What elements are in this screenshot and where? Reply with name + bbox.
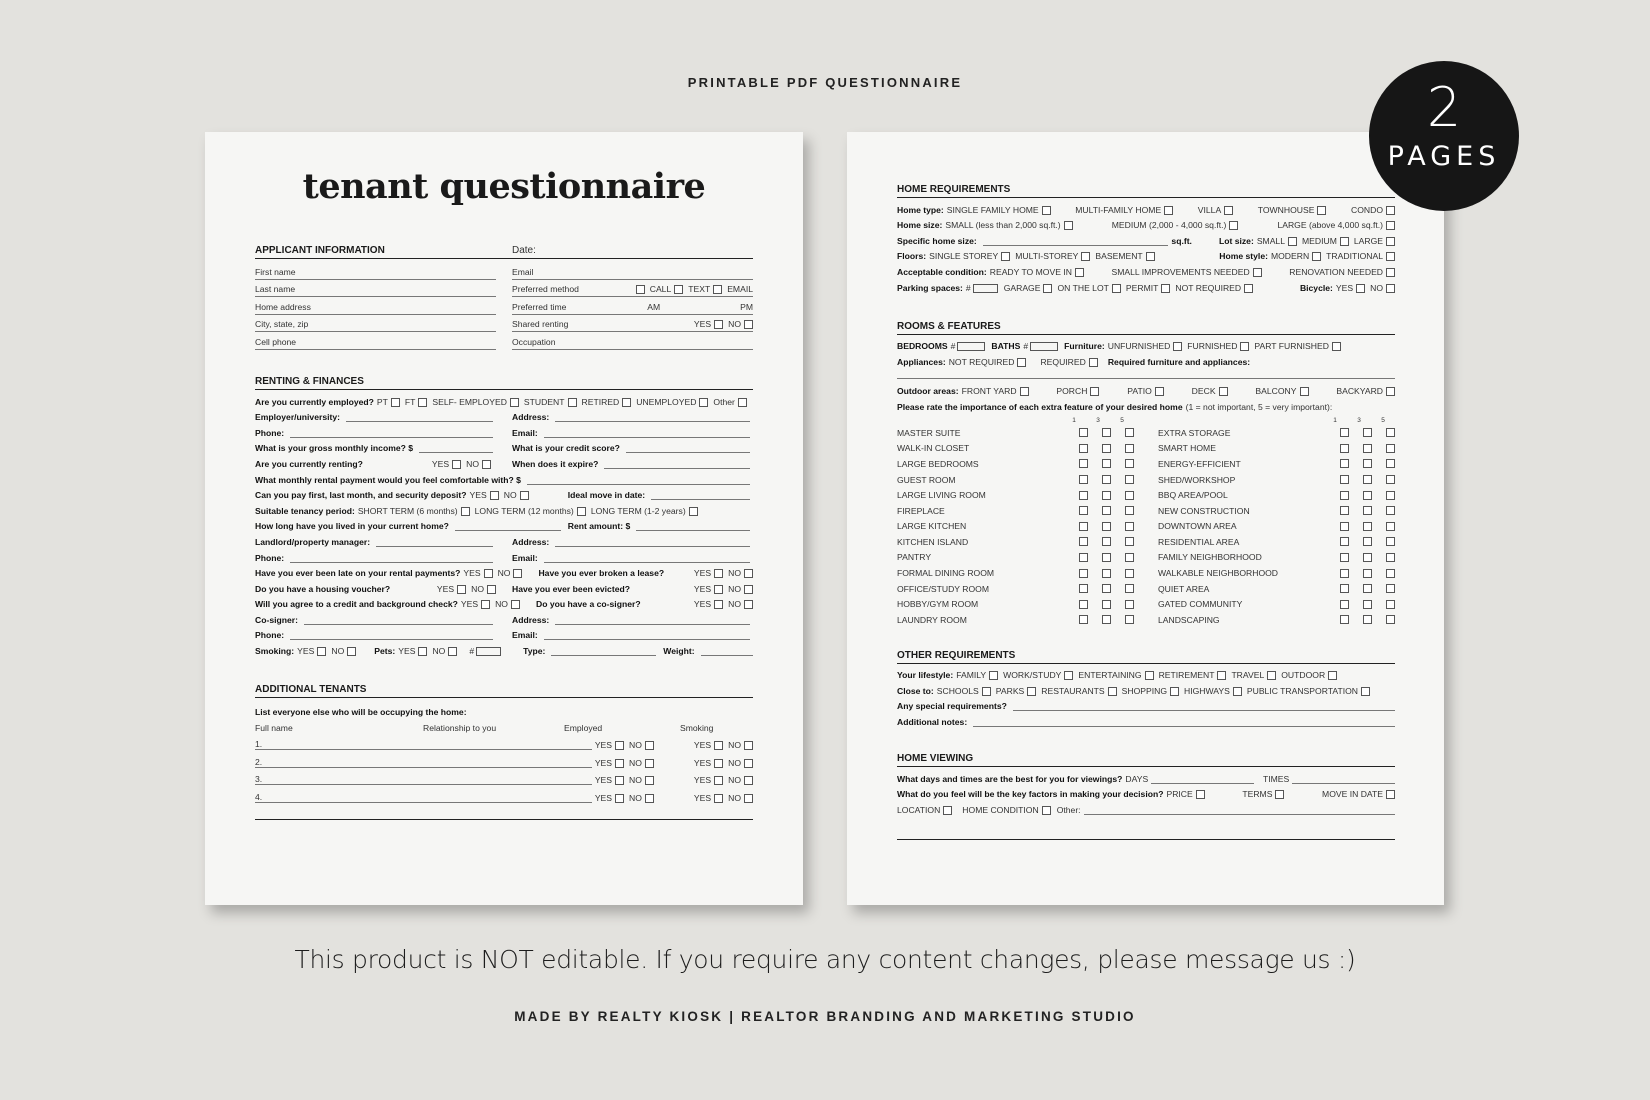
page-two: HOME REQUIREMENTS Home type: SINGLE FAMILY HOME MULTI-FAMILY HOME VILLA TOWNHOUSE CONDO Home size: SMALL (less than 2,000 sq.ft.) MEDIUM (2,000 - 4,000 sq.ft.) LARGE (above 4,000 sq.ft.) Specific home size: sq.ft. Lot size: SMALL MEDIUM LARGE Floors: SINGLE STOREY MULTI-STOREY BASEMENT Home style: MODERN TRADITIONAL Acceptable condition: READY TO MOVE IN SMALL IMPROVEMENTS NEEDED RENOVATION NEEDED Parking spaces: # GARAGE ON THE LOT PERMIT NOT REQUIRED Bicycle: YES NO ROOMS & FEATURES BEDROOMS # BATHS # Furniture: UNFURNISHED FURNISHED PART FURNISHED Appliances: NOT REQUIRED REQUIRED Required furniture and appliances: Outdoor areas: FRONT YARD PORCH PATIO DECK BALCONY BACKYARD Please rate the importance of each extra feature of your desired home (1 = not important, 5 = very important): 1 3 5 MASTER SUITE WALK-IN CLOSET LARGE BEDROOMS GUEST ROOM LARGE LIVING ROOM FIREPLACE LARGE KITCHEN KITCHEN ISLAND PANTRY FORMAL DINING ROOM OFFICE/STUDY ROOM HOBBY/GYM ROOM LAUNDRY ROOM 1 3 5 EXTRA STORAGE SMART HOME ENERGY-EFFICIENT SHED/WORKSHOP BBQ AREA/POOL NEW CONSTRUCTION DOWNTOWN AREA RESIDENTIAL AREA FAMILY NEIGHBORHOOD WALKABLE NEIGHBORHOOD QUIET AREA GATED COMMUNITY LANDSCAPING OTHER REQUIREMENTS Your lifestyle: FAMILY WORK/STUDY ENTERTAINING RETIREMENT TRAVEL OUTDOOR Close to: SCHOOLS PARKS RESTAURANTS SHOPPING HIGHWAYS PUBLIC TRANSPORTATION Any special requirements? Additional notes: HOME VIEWING What days and times are the best for you for viewings? DAYS TIMES What do you feel will be the key factors in making your decision? PRICE TERMS MOVE IN DATE LOCATION HOME CONDITION Other: [847, 132, 1444, 905]
modern-checkbox[interactable] [1312, 252, 1321, 261]
shared-yes-checkbox[interactable] [714, 320, 723, 329]
required-furniture-line[interactable] [897, 369, 1395, 379]
rating-5-checkbox[interactable] [1386, 569, 1395, 578]
price-checkbox[interactable] [1196, 790, 1205, 799]
feature-name: WALK-IN CLOSET [897, 443, 970, 454]
shared-no-checkbox[interactable] [744, 320, 753, 329]
rating-1-checkbox[interactable] [1340, 506, 1349, 515]
document-title: tenant questionnaire [302, 166, 706, 207]
rating-scale-left: 1 3 5 [1072, 416, 1124, 424]
credit-check-yes-checkbox[interactable] [481, 600, 490, 609]
feature-rating-row [1158, 596, 1395, 612]
tenant-name-line[interactable]: 2. [255, 754, 592, 768]
feature-name: BBQ AREA/POOL [1158, 490, 1228, 501]
size-medium-checkbox[interactable] [1229, 221, 1238, 230]
pet-type-field[interactable] [551, 646, 656, 656]
tenant-employed-no-checkbox[interactable] [645, 759, 654, 768]
rating-5-checkbox[interactable] [1125, 506, 1134, 515]
rating-3-checkbox[interactable] [1363, 553, 1372, 562]
single-family-checkbox[interactable] [1042, 206, 1051, 215]
feature-name: HOBBY/GYM ROOM [897, 599, 979, 610]
rating-1-checkbox[interactable] [1340, 444, 1349, 453]
smoking-yes-checkbox[interactable] [317, 647, 326, 656]
rating-5-checkbox[interactable] [1386, 615, 1395, 624]
porch-checkbox[interactable] [1090, 387, 1099, 396]
family-checkbox[interactable] [989, 671, 998, 680]
feature-rating-row [897, 612, 1134, 628]
rating-1-checkbox[interactable] [1340, 491, 1349, 500]
feature-name: MASTER SUITE [897, 427, 961, 438]
self-employed-checkbox[interactable] [510, 398, 519, 407]
page-two-end-rule [897, 839, 1395, 840]
rating-1-checkbox[interactable] [1340, 569, 1349, 578]
long-term-2-checkbox[interactable] [689, 507, 698, 516]
rating-1-checkbox[interactable] [1079, 584, 1088, 593]
rating-3-checkbox[interactable] [1363, 584, 1372, 593]
townhouse-checkbox[interactable] [1317, 206, 1326, 215]
rating-5-checkbox[interactable] [1125, 584, 1134, 593]
home-condition-checkbox[interactable] [1042, 806, 1051, 815]
text-checkbox[interactable] [674, 285, 683, 294]
parking-not-required-checkbox[interactable] [1244, 284, 1253, 293]
feature-name: PANTRY [897, 552, 932, 563]
feature-rating-row [897, 425, 1134, 441]
rating-1-checkbox[interactable] [1079, 600, 1088, 609]
rating-5-checkbox[interactable] [1386, 506, 1395, 515]
rating-1-checkbox[interactable] [1079, 569, 1088, 578]
landlord-email-field[interactable] [544, 553, 750, 563]
size-small-checkbox[interactable] [1064, 221, 1073, 230]
page-one-end-rule [255, 819, 753, 820]
rating-3-checkbox[interactable] [1102, 491, 1111, 500]
rating-1-checkbox[interactable] [1079, 459, 1088, 468]
feature-name: QUIET AREA [1158, 583, 1210, 594]
feature-rating-row [1158, 550, 1395, 566]
backyard-checkbox[interactable] [1386, 387, 1395, 396]
rating-5-checkbox[interactable] [1125, 428, 1134, 437]
other-checkbox[interactable] [738, 398, 747, 407]
renting-no-checkbox[interactable] [482, 460, 491, 469]
rating-5-checkbox[interactable] [1125, 553, 1134, 562]
feature-name: GUEST ROOM [897, 474, 956, 485]
parks-checkbox[interactable] [1027, 687, 1036, 696]
rating-3-checkbox[interactable] [1102, 428, 1111, 437]
long-term-checkbox[interactable] [577, 507, 586, 516]
feature-name: KITCHEN ISLAND [897, 536, 969, 547]
rating-5-checkbox[interactable] [1125, 600, 1134, 609]
rating-5-checkbox[interactable] [1125, 491, 1134, 500]
rating-1-checkbox[interactable] [1340, 553, 1349, 562]
feature-rating-row [1158, 425, 1395, 441]
features-rating-grid [897, 417, 1395, 628]
section-home-viewing: HOME VIEWING [897, 753, 1395, 767]
renting-yes-checkbox[interactable] [452, 460, 461, 469]
rating-3-checkbox[interactable] [1102, 553, 1111, 562]
tenant-employed-no-checkbox[interactable] [645, 776, 654, 785]
page-one: tenant questionnaire APPLICANT INFORMATION Date: First name Email Last name Preferred method CALL TEXT EMAIL Home address Preferred time AM PM City, state, zip Shared renting YES NO Cell phone Occupation RENTING & FINANCES Are you currently employed? PT FT SELF- EMPLOYED STUDENT RETIRED UNEMPLOYED Other Employer/university: Address: Phone: Email: What is your gross monthly income? $ What is your credit score? Are you currently renting? YES NO When does it expire? What monthly rental payment would you feel comfortable with? $ Can you pay first, last month, and security deposit? YES NO Ideal move in date: Suitable tenancy period: SHORT TERM (6 months) LONG TERM (12 months) LONG TERM (1-2 years) How long have you lived in your current home? Rent amount: $ Landlord/property manager: Address: Phone: Email: Have you ever been late on your rental payments? YES NO Have you ever broken a lease? YES NO Do you have a housing voucher? YES NO Have you ever been evicted? YES NO Will you agree to a credit and background check? YES NO Do you have a co-signer? YES NO Co-signer: Address: Phone: Email: Smoking: YES NO Pets: YES NO # Type: Weight: ADDITIONAL TENANTS List everyone else who will be occupying the home: Full name Relationship to you Employed Smoking 1. YES NO YES NO 2. YES NO YES NO 3. YES NO YES NO 4. YES NO YES NO [205, 132, 803, 905]
tenant-employed-no-checkbox[interactable] [645, 741, 654, 750]
rating-3-checkbox[interactable] [1102, 615, 1111, 624]
retirement-checkbox[interactable] [1217, 671, 1226, 680]
rent-amount-field[interactable] [636, 521, 750, 531]
tenant-smoking-no-checkbox[interactable] [744, 794, 753, 803]
viewing-days-field[interactable] [1151, 774, 1254, 784]
credit-field[interactable] [626, 443, 750, 453]
tenant-employed-yes-checkbox[interactable] [615, 794, 624, 803]
other-factors-field[interactable] [1084, 805, 1395, 815]
feature-name: GATED COMMUNITY [1158, 599, 1243, 610]
pets-yes-checkbox[interactable] [418, 647, 427, 656]
cosigner-address-field[interactable] [555, 615, 750, 625]
rating-1-checkbox[interactable] [1340, 537, 1349, 546]
email-label: Email [512, 266, 534, 277]
tenant-smoking-yes-checkbox[interactable] [714, 759, 723, 768]
email-checkbox[interactable] [713, 285, 722, 294]
feature-rating-row [1158, 441, 1395, 457]
rating-3-checkbox[interactable] [1363, 569, 1372, 578]
size-large-checkbox[interactable] [1386, 221, 1395, 230]
pt-checkbox[interactable] [391, 398, 400, 407]
student-checkbox[interactable] [568, 398, 577, 407]
appliances-not-required-checkbox[interactable] [1017, 358, 1026, 367]
employer-email-field[interactable] [544, 428, 750, 438]
feature-name: LANDSCAPING [1158, 614, 1220, 625]
voucher-no-checkbox[interactable] [487, 585, 496, 594]
feature-name: NEW CONSTRUCTION [1158, 505, 1250, 516]
move-in-field[interactable] [651, 490, 750, 500]
rating-3-checkbox[interactable] [1102, 584, 1111, 593]
feature-name: EXTRA STORAGE [1158, 427, 1231, 438]
required-furniture-field[interactable] [1256, 358, 1392, 367]
terms-checkbox[interactable] [1275, 790, 1284, 799]
rating-1-checkbox[interactable] [1079, 475, 1088, 484]
multi-storey-checkbox[interactable] [1081, 252, 1090, 261]
rating-5-checkbox[interactable] [1386, 428, 1395, 437]
single-storey-checkbox[interactable] [1001, 252, 1010, 261]
baths-count-box[interactable] [1030, 342, 1058, 351]
feature-rating-row [897, 565, 1134, 581]
feature-rating-row [1158, 487, 1395, 503]
cosigner-yes-checkbox[interactable] [714, 600, 723, 609]
feature-name: FIREPLACE [897, 505, 945, 516]
landlord-address-field[interactable] [555, 537, 750, 547]
front-yard-checkbox[interactable] [1020, 387, 1029, 396]
rating-5-checkbox[interactable] [1386, 475, 1395, 484]
feature-name: SMART HOME [1158, 443, 1216, 454]
furnished-checkbox[interactable] [1240, 342, 1249, 351]
ready-checkbox[interactable] [1075, 268, 1084, 277]
outdoor-checkbox[interactable] [1328, 671, 1337, 680]
rating-1-checkbox[interactable] [1340, 522, 1349, 531]
section-other-requirements: OTHER REQUIREMENTS [897, 650, 1395, 664]
call-checkbox[interactable] [636, 285, 645, 294]
feature-name: RESIDENTIAL AREA [1158, 536, 1240, 547]
rating-3-checkbox[interactable] [1363, 491, 1372, 500]
feature-rating-row [897, 456, 1134, 472]
pet-weight-field[interactable] [701, 646, 753, 656]
broken-no-checkbox[interactable] [744, 569, 753, 578]
late-yes-checkbox[interactable] [484, 569, 493, 578]
deposit-yes-checkbox[interactable] [490, 491, 499, 500]
feature-name: LARGE LIVING ROOM [897, 490, 986, 501]
patio-checkbox[interactable] [1155, 387, 1164, 396]
tenant-smoking-yes-checkbox[interactable] [714, 741, 723, 750]
rating-5-checkbox[interactable] [1125, 537, 1134, 546]
rating-5-checkbox[interactable] [1386, 522, 1395, 531]
rating-1-checkbox[interactable] [1079, 444, 1088, 453]
multi-family-checkbox[interactable] [1164, 206, 1173, 215]
rating-3-checkbox[interactable] [1363, 506, 1372, 515]
pets-count-box[interactable] [476, 647, 501, 656]
villa-checkbox[interactable] [1224, 206, 1233, 215]
parking-count-box[interactable] [973, 284, 998, 293]
basement-checkbox[interactable] [1146, 252, 1155, 261]
rating-1-checkbox[interactable] [1340, 615, 1349, 624]
rating-5-checkbox[interactable] [1386, 444, 1395, 453]
appliances-required-checkbox[interactable] [1089, 358, 1098, 367]
special-requirements-field[interactable] [1013, 701, 1395, 711]
bedrooms-count-box[interactable] [957, 342, 985, 351]
landlord-field[interactable] [376, 537, 493, 547]
expire-field[interactable] [604, 459, 750, 469]
lot-large-checkbox[interactable] [1386, 237, 1395, 246]
rating-1-checkbox[interactable] [1079, 615, 1088, 624]
smoking-no-checkbox[interactable] [347, 647, 356, 656]
monthly-payment-field[interactable] [527, 475, 750, 485]
cosigner-email-field[interactable] [544, 630, 750, 640]
footer-credit: MADE BY REALTY KIOSK | REALTOR BRANDING AND MARKETING STUDIO [514, 1009, 1136, 1024]
tenant-name-line[interactable]: 1. [255, 736, 592, 750]
section-additional-tenants: ADDITIONAL TENANTS [255, 684, 753, 698]
tenants-table-header: Full name Relationship to you Employed Smoking [255, 723, 714, 734]
tenant-smoking-yes-checkbox[interactable] [714, 776, 723, 785]
tenant-smoking-no-checkbox[interactable] [744, 741, 753, 750]
feature-name: LARGE KITCHEN [897, 521, 967, 532]
rating-5-checkbox[interactable] [1125, 615, 1134, 624]
rating-1-checkbox[interactable] [1079, 491, 1088, 500]
tenant-name-line[interactable]: 4. [255, 789, 592, 803]
rating-3-checkbox[interactable] [1363, 444, 1372, 453]
section-rooms-features: ROOMS & FEATURES [897, 321, 1395, 335]
income-field[interactable] [419, 443, 493, 453]
rating-5-checkbox[interactable] [1386, 584, 1395, 593]
tenant-row: 1. YES NO YES NO [255, 733, 753, 750]
landlord-phone-field[interactable] [290, 553, 493, 563]
specific-size-field[interactable] [983, 236, 1169, 246]
feature-rating-row [1158, 456, 1395, 472]
cosigner-phone-field[interactable] [290, 630, 493, 640]
deposit-no-checkbox[interactable] [520, 491, 529, 500]
restaurants-checkbox[interactable] [1108, 687, 1117, 696]
rating-3-checkbox[interactable] [1363, 600, 1372, 609]
retired-checkbox[interactable] [622, 398, 631, 407]
first-name-label: First name [255, 266, 296, 277]
rating-5-checkbox[interactable] [1386, 600, 1395, 609]
unemployed-checkbox[interactable] [699, 398, 708, 407]
work-study-checkbox[interactable] [1064, 671, 1073, 680]
rating-3-checkbox[interactable] [1363, 615, 1372, 624]
tenant-employed-yes-checkbox[interactable] [615, 776, 624, 785]
tenant-employed-yes-checkbox[interactable] [615, 741, 624, 750]
rating-1-checkbox[interactable] [1340, 584, 1349, 593]
feature-name: SHED/WORKSHOP [1158, 474, 1236, 485]
feature-name: DOWNTOWN AREA [1158, 521, 1237, 532]
rating-3-checkbox[interactable] [1363, 428, 1372, 437]
rating-1-checkbox[interactable] [1340, 428, 1349, 437]
traditional-checkbox[interactable] [1386, 252, 1395, 261]
rating-1-checkbox[interactable] [1079, 537, 1088, 546]
ft-checkbox[interactable] [418, 398, 427, 407]
tenant-employed-no-checkbox[interactable] [645, 794, 654, 803]
pages-badge: 2 PAGES [1369, 61, 1519, 211]
rating-5-checkbox[interactable] [1125, 444, 1134, 453]
deck-checkbox[interactable] [1219, 387, 1228, 396]
feature-name: LARGE BEDROOMS [897, 458, 979, 469]
condo-checkbox[interactable] [1386, 206, 1395, 215]
unfurnished-checkbox[interactable] [1173, 342, 1182, 351]
short-term-checkbox[interactable] [461, 507, 470, 516]
rating-1-checkbox[interactable] [1079, 506, 1088, 515]
move-in-date-checkbox[interactable] [1386, 790, 1395, 799]
credit-check-no-checkbox[interactable] [511, 600, 520, 609]
bicycle-yes-checkbox[interactable] [1356, 284, 1365, 293]
tenant-smoking-no-checkbox[interactable] [744, 759, 753, 768]
tenant-name-line[interactable]: 3. [255, 771, 592, 785]
balcony-checkbox[interactable] [1300, 387, 1309, 396]
garage-checkbox[interactable] [1043, 284, 1052, 293]
rating-3-checkbox[interactable] [1102, 537, 1111, 546]
feature-rating-row [1158, 612, 1395, 628]
schools-checkbox[interactable] [982, 687, 991, 696]
feature-rating-row [1158, 472, 1395, 488]
entertaining-checkbox[interactable] [1145, 671, 1154, 680]
feature-name: WALKABLE NEIGHBORHOOD [1158, 568, 1279, 579]
rating-5-checkbox[interactable] [1386, 537, 1395, 546]
not-editable-notice: This product is NOT editable. If you require any content changes, please message us :) [294, 945, 1356, 974]
rating-5-checkbox[interactable] [1125, 569, 1134, 578]
rating-3-checkbox[interactable] [1102, 459, 1111, 468]
feature-rating-row [897, 519, 1134, 535]
feature-name: LAUNDRY ROOM [897, 614, 967, 625]
feature-name: FAMILY NEIGHBORHOOD [1158, 552, 1262, 563]
travel-checkbox[interactable] [1267, 671, 1276, 680]
on-lot-checkbox[interactable] [1112, 284, 1121, 293]
feature-rating-row [1158, 565, 1395, 581]
rating-1-checkbox[interactable] [1340, 459, 1349, 468]
section-home-requirements: HOME REQUIREMENTS [897, 184, 1395, 198]
viewing-times-field[interactable] [1292, 774, 1395, 784]
feature-rating-row [897, 534, 1134, 550]
feature-name: OFFICE/STUDY ROOM [897, 583, 989, 594]
rating-5-checkbox[interactable] [1386, 553, 1395, 562]
feature-rating-row [1158, 519, 1395, 535]
rating-3-checkbox[interactable] [1363, 475, 1372, 484]
tenant-row: 4. YES NO YES NO [255, 785, 753, 802]
employer-address-field[interactable] [555, 412, 750, 422]
feature-rating-row [1158, 581, 1395, 597]
evicted-no-checkbox[interactable] [744, 585, 753, 594]
additional-notes-field[interactable] [973, 717, 1395, 727]
cosigner-field[interactable] [304, 615, 493, 625]
feature-rating-row [897, 487, 1134, 503]
rating-3-checkbox[interactable] [1102, 600, 1111, 609]
feature-rating-row [897, 503, 1134, 519]
permit-checkbox[interactable] [1161, 284, 1170, 293]
rating-5-checkbox[interactable] [1386, 491, 1395, 500]
broken-yes-checkbox[interactable] [714, 569, 723, 578]
section-applicant-information: APPLICANT INFORMATION Date: [255, 245, 753, 259]
tenant-smoking-yes-checkbox[interactable] [714, 794, 723, 803]
bicycle-no-checkbox[interactable] [1386, 284, 1395, 293]
part-furnished-checkbox[interactable] [1332, 342, 1341, 351]
renovation-checkbox[interactable] [1386, 268, 1395, 277]
rating-3-checkbox[interactable] [1363, 522, 1372, 531]
tenant-row: 2. YES NO YES NO [255, 750, 753, 767]
employer-phone-field[interactable] [290, 428, 493, 438]
rating-5-checkbox[interactable] [1125, 459, 1134, 468]
lot-medium-checkbox[interactable] [1340, 237, 1349, 246]
rating-3-checkbox[interactable] [1102, 444, 1111, 453]
late-no-checkbox[interactable] [513, 569, 522, 578]
public-transport-checkbox[interactable] [1361, 687, 1370, 696]
feature-name: ENERGY-EFFICIENT [1158, 458, 1241, 469]
rating-3-checkbox[interactable] [1363, 537, 1372, 546]
tenant-row: 3. YES NO YES NO [255, 768, 753, 785]
rating-scale-right: 1 3 5 [1333, 416, 1385, 424]
tenant-smoking-no-checkbox[interactable] [744, 776, 753, 785]
small-improvements-checkbox[interactable] [1253, 268, 1262, 277]
feature-rating-row [897, 441, 1134, 457]
top-caption: PRINTABLE PDF QUESTIONNAIRE [687, 75, 963, 90]
rating-1-checkbox[interactable] [1340, 475, 1349, 484]
rating-3-checkbox[interactable] [1363, 459, 1372, 468]
highways-checkbox[interactable] [1233, 687, 1242, 696]
feature-rating-row [1158, 534, 1395, 550]
rating-3-checkbox[interactable] [1102, 475, 1111, 484]
rating-5-checkbox[interactable] [1125, 522, 1134, 531]
pets-no-checkbox[interactable] [448, 647, 457, 656]
cosigner-no-checkbox[interactable] [744, 600, 753, 609]
rating-5-checkbox[interactable] [1386, 459, 1395, 468]
feature-name: FORMAL DINING ROOM [897, 568, 995, 579]
shopping-checkbox[interactable] [1170, 687, 1179, 696]
location-checkbox[interactable] [943, 806, 952, 815]
lived-field[interactable] [455, 521, 561, 531]
rating-1-checkbox[interactable] [1079, 553, 1088, 562]
rating-1-checkbox[interactable] [1340, 600, 1349, 609]
rating-5-checkbox[interactable] [1125, 475, 1134, 484]
employer-field[interactable] [346, 412, 493, 422]
rating-1-checkbox[interactable] [1079, 522, 1088, 531]
rating-3-checkbox[interactable] [1102, 522, 1111, 531]
rating-1-checkbox[interactable] [1079, 428, 1088, 437]
lot-small-checkbox[interactable] [1288, 237, 1297, 246]
feature-rating-row [897, 550, 1134, 566]
rating-3-checkbox[interactable] [1102, 569, 1111, 578]
feature-rating-row [897, 581, 1134, 597]
evicted-yes-checkbox[interactable] [714, 585, 723, 594]
feature-rating-row [897, 472, 1134, 488]
rating-3-checkbox[interactable] [1102, 506, 1111, 515]
voucher-yes-checkbox[interactable] [457, 585, 466, 594]
feature-rating-row [1158, 503, 1395, 519]
feature-rating-row [897, 596, 1134, 612]
tenant-employed-yes-checkbox[interactable] [615, 759, 624, 768]
section-renting-finances: RENTING & FINANCES [255, 376, 753, 390]
